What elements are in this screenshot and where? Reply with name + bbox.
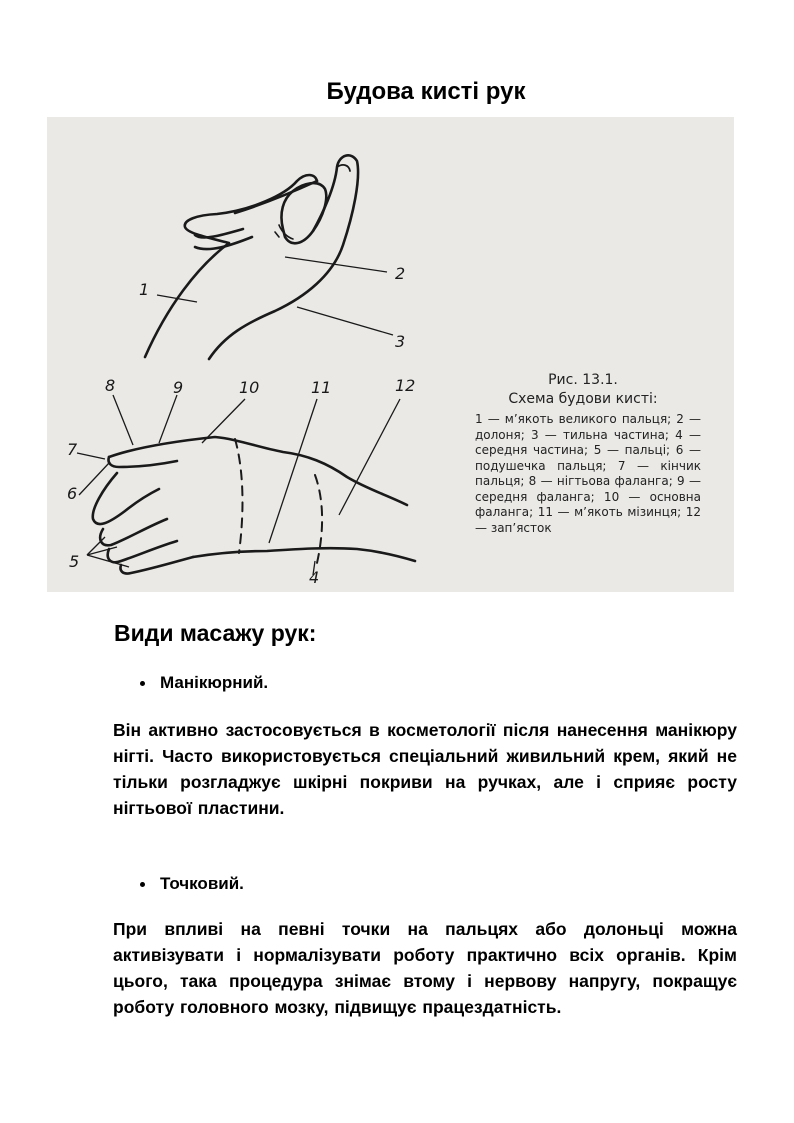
list-item-title: Точковий. <box>160 874 244 893</box>
section-heading: Види масажу рук: <box>114 620 317 646</box>
callout-1: 1 <box>139 280 150 299</box>
caption-subtitle: Схема будови кисті: <box>508 391 658 407</box>
list-item <box>140 874 244 894</box>
caption-title: Рис. 13.1. <box>548 372 618 388</box>
list-item <box>140 673 268 693</box>
page-title: Будова кисті рук <box>326 78 526 105</box>
callout-lines <box>77 257 400 575</box>
paragraph: При впливі на певні точки на пальцях або долоньці можна активізувати і нормалізувати роботу практично всіх органів. Крім цього, така процедура знімає втому і нервову напругу, покращує роботу головного мозку, підвищує працездатність. <box>113 919 737 1017</box>
bullet-icon <box>140 882 145 887</box>
callout-9: 9 <box>173 378 184 397</box>
caption-legend: 1 — м’якоть великого пальця; 2 — долоня; 3 — тильна частина; 4 — середня частина; 5 — пальці; 6 — подушечка пальця; 7 — кінчик пальця; 8 — нігтьова фаланга; 9 — середня фаланга; 10 — основна фаланга; 11 — м’якоть мізинця; 12 — зап’ясток <box>475 412 701 535</box>
paragraph: Він активно застосовується в косметології після нанесення манікюру нігті. Часто використовується спеціальний живильний крем, який не тільки розгладжує шкірні покриви на ручках, але і сприяє росту нігтьової пластини. <box>113 720 737 818</box>
lower-hand-palm <box>193 548 415 561</box>
callout-5: 5 <box>69 552 80 571</box>
callout-12: 12 <box>395 376 416 395</box>
callout-10: 10 <box>239 378 260 397</box>
callout-3: 3 <box>395 332 406 351</box>
lower-hand-finger-top <box>108 457 177 467</box>
callout-11: 11 <box>311 378 332 397</box>
upper-hand-palm-edge <box>209 155 358 359</box>
upper-hand-thumb <box>281 183 326 243</box>
upper-hand-outline <box>145 175 317 357</box>
figure-caption <box>465 371 701 536</box>
hand-structure-figure <box>47 117 734 592</box>
callout-4: 4 <box>309 568 320 587</box>
bullet-icon <box>140 681 145 686</box>
upper-hand-nail <box>337 165 350 171</box>
callout-7: 7 <box>67 440 78 459</box>
callout-6: 6 <box>67 484 78 503</box>
list-item-title: Манікюрний. <box>160 673 269 692</box>
callout-2: 2 <box>395 264 406 283</box>
lower-hand-fingers <box>93 473 193 574</box>
callout-8: 8 <box>105 376 116 395</box>
